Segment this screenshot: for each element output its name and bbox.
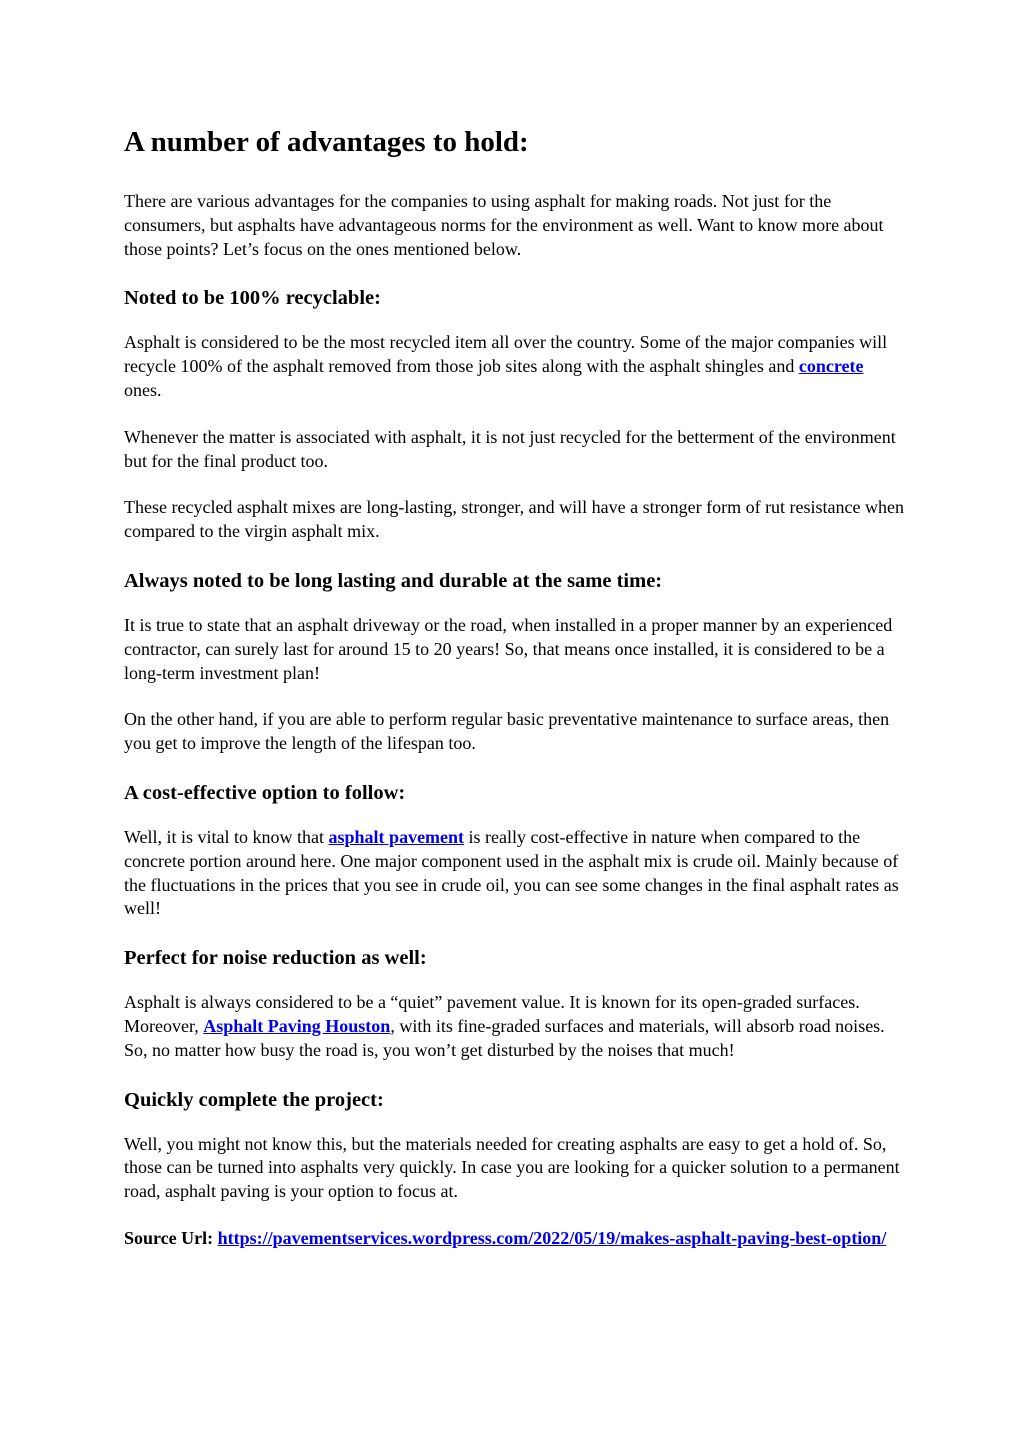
source-url-link[interactable]: https://pavementservices.wordpress.com/2022/05/19/makes-asphalt-paving-best-option/ bbox=[217, 1227, 887, 1248]
recyclable-paragraph-1 bbox=[124, 331, 904, 402]
noise-paragraph bbox=[124, 991, 904, 1062]
asphalt-paving-houston-link[interactable]: Asphalt Paving Houston bbox=[203, 1015, 391, 1036]
durable-paragraph-2: On the other hand, if you are able to perform regular basic preventative maintenance to surface areas, then you get to improve the length of the lifespan too. bbox=[124, 709, 890, 754]
cost-text-after: is really cost-effective in nature when compared to the concrete portion around here. One major component used in the asphalt mix is crude oil. Mainly because of the fluctuations in the prices that you see in crude oil, you can see some changes in the final asphalt rates as well! bbox=[124, 826, 899, 919]
section-heading-noise: Perfect for noise reduction as well: bbox=[124, 947, 427, 970]
document-page bbox=[124, 122, 904, 1274]
intro-paragraph: There are various advantages for the companies to using asphalt for making roads. Not just for the consumers, but asphalts have advantageous norms for the environment as well. Want to know more about those points? Let’s focus on the ones mentioned below. bbox=[124, 191, 884, 259]
section-heading-durable: Always noted to be long lasting and durable at the same time: bbox=[124, 569, 663, 592]
recyclable-paragraph-2: Whenever the matter is associated with asphalt, it is not just recycled for the betterment of the environment but for the final product too. bbox=[124, 426, 896, 471]
recyclable-text-before: Asphalt is considered to be the most recycled item all over the country. Some of the major companies will recycle 100% of the asphalt removed from those job sites along with the asphalt shingles and bbox=[124, 332, 888, 377]
recyclable-text-after: ones. bbox=[124, 379, 162, 400]
concrete-link[interactable]: concrete bbox=[798, 356, 864, 377]
section-heading-quick: Quickly complete the project: bbox=[124, 1088, 384, 1111]
section-heading-cost-effective: A cost-effective option to follow: bbox=[124, 781, 406, 804]
durable-paragraph-1: It is true to state that an asphalt driveway or the road, when installed in a proper manner by an experienced contractor, can surely last for around 15 to 20 years! So, that means once installed, it is considered to be a long-term investment plan! bbox=[124, 614, 893, 683]
page-title: A number of advantages to hold: bbox=[124, 126, 529, 158]
section-heading-recyclable: Noted to be 100% recyclable: bbox=[124, 287, 381, 310]
source-line bbox=[124, 1227, 904, 1251]
quick-paragraph: Well, you might not know this, but the materials needed for creating asphalts are easy to get a hold of. So, those can be turned into asphalts very quickly. In case you are looking for a quicker solution to a permanent road, asphalt paving is your option to focus at. bbox=[124, 1133, 900, 1202]
noise-text-before: Asphalt is always considered to be a “quiet” pavement value. It is known for its open-graded surfaces. Moreover, bbox=[124, 992, 860, 1036]
asphalt-pavement-link[interactable]: asphalt pavement bbox=[328, 826, 465, 847]
cost-effective-paragraph bbox=[124, 826, 904, 921]
cost-text-before: Well, it is vital to know that bbox=[124, 826, 329, 847]
recyclable-paragraph-3: These recycled asphalt mixes are long-lasting, stronger, and will have a stronger form of rut resistance when compared to the virgin asphalt mix. bbox=[124, 497, 905, 542]
noise-text-after: , with its fine-graded surfaces and materials, will absorb road noises. So, no matter how busy the road is, you won’t get disturbed by the noises that much! bbox=[124, 1015, 885, 1060]
source-label: Source Url: bbox=[124, 1227, 218, 1248]
